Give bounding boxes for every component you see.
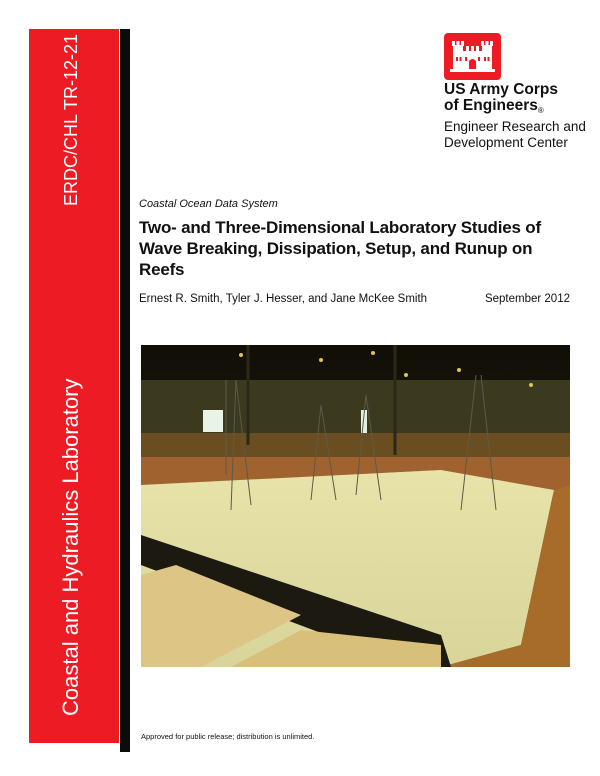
usace-logo (444, 33, 501, 80)
report-number: ERDC/CHL TR-12-21 (61, 33, 81, 206)
castle-icon (444, 33, 501, 80)
org-line-4: Development Center (444, 135, 568, 150)
org-line-2-text: of Engineers (444, 97, 538, 114)
cover-photo (141, 345, 570, 667)
wave-basin-photo (141, 345, 570, 667)
laboratory-name: Coastal and Hydraulics Laboratory (58, 378, 83, 716)
side-black-bar (120, 29, 130, 752)
organization-name (444, 82, 586, 151)
report-title: Two- and Three-Dimensional Laboratory Studies of Wave Breaking, Dissipation, Setup, and Runup on Reefs (139, 218, 541, 279)
org-line-2 (444, 98, 586, 119)
org-line-1: US Army Corps (444, 81, 558, 98)
org-line-3: Engineer Research and (444, 119, 586, 134)
authors: Ernest R. Smith, Tyler J. Hesser, and Jane McKee Smith (139, 293, 428, 305)
release-statement: Approved for public release; distribution is unlimited. (141, 732, 315, 741)
registered-mark: ® (537, 106, 544, 115)
series-name: Coastal Ocean Data System (139, 198, 278, 210)
publication-date: September 2012 (484, 293, 570, 305)
